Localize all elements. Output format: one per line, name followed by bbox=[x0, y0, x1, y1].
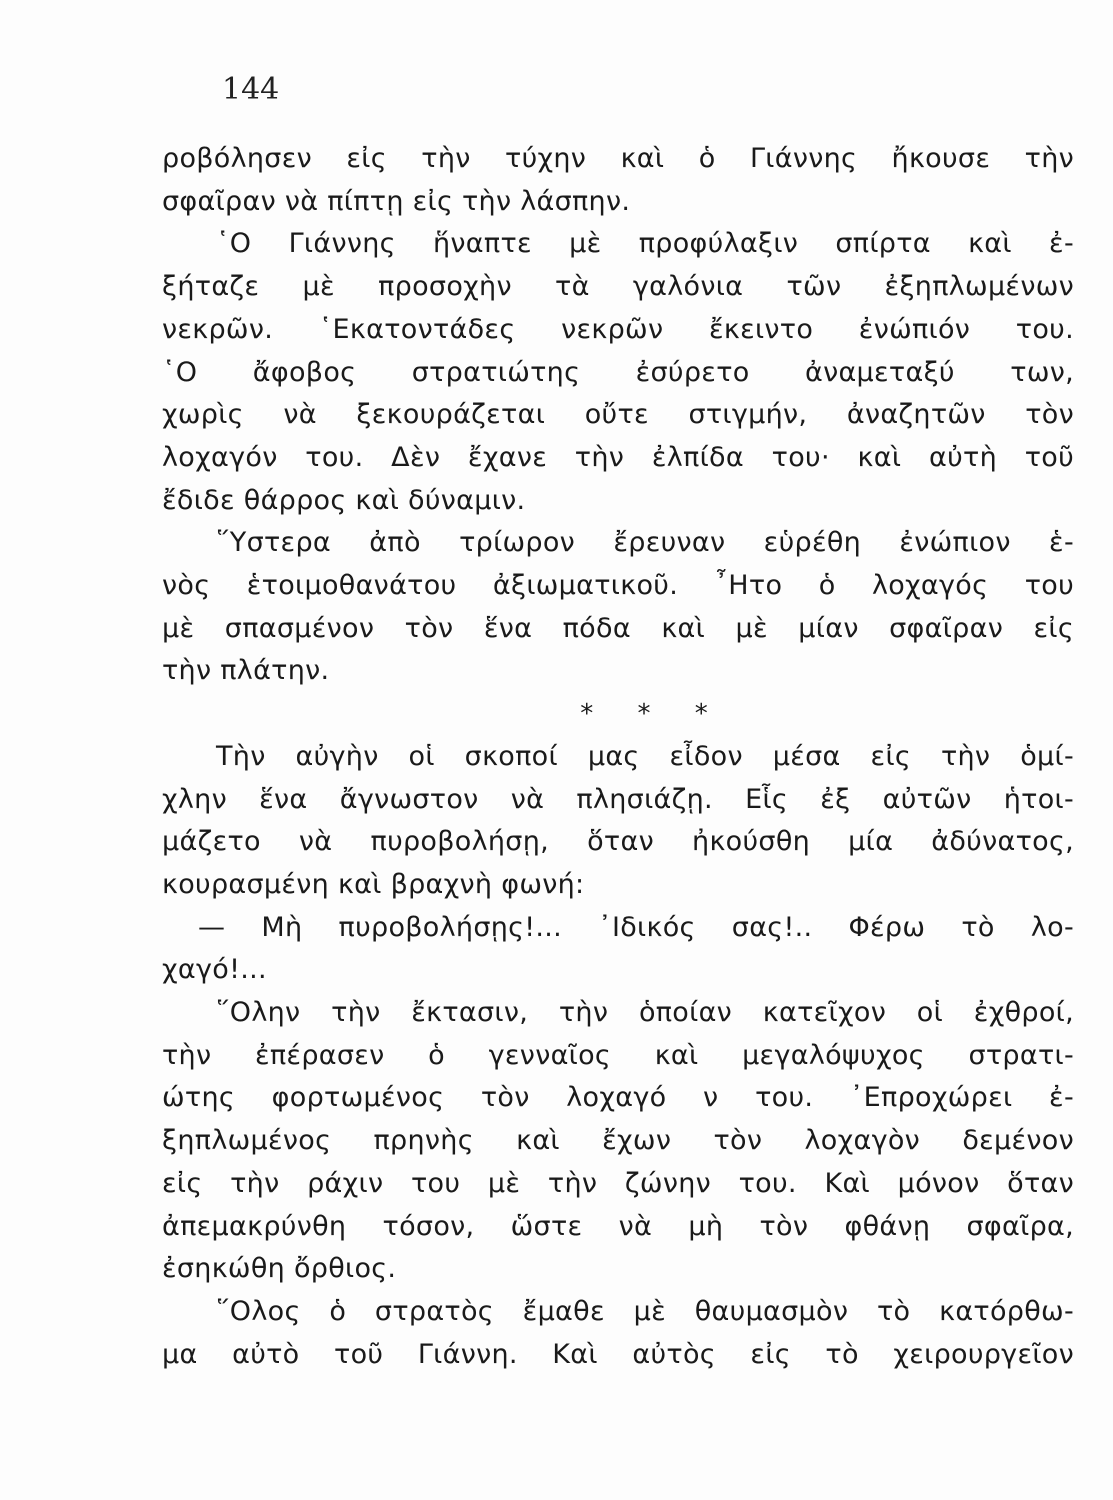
text-line: χλην ἕνα ἄγνωστον νὰ πλησιάζῃ. Εἷς ἐξ αὐτῶν ἡτοι- bbox=[162, 783, 1074, 815]
text-line: ἔδιδε θάρρος καὶ δύναμιν. bbox=[162, 484, 526, 516]
text-line: χαγό!... bbox=[162, 954, 267, 986]
text-line: ῾Ο Γιάννης ἥναπτε μὲ προφύλαξιν σπίρτα καὶ ἐ- bbox=[216, 228, 1074, 260]
text-line: ῞Ολος ὁ στρατὸς ἔμαθε μὲ θαυμασμὸν τὸ κατόρθω- bbox=[216, 1295, 1074, 1327]
text-line: τὴν πλάτην. bbox=[162, 655, 330, 687]
text-line: μάζετο νὰ πυροβολήσῃ, ὅταν ἠκούσθη μία ἀδύνατος, bbox=[162, 826, 1074, 858]
body-text bbox=[162, 138, 1074, 1376]
text-line: ῞Υστερα ἀπὸ τρίωρον ἔρευναν εὑρέθη ἐνώπιον ἑ- bbox=[216, 527, 1074, 559]
text-line: λοχαγόν του. Δὲν ἔχανε τὴν ἐλπίδα του· καὶ αὐτὴ τοῦ bbox=[162, 441, 1074, 473]
text-line: χωρὶς νὰ ξεκουράζεται οὔτε στιγμήν, ἀναζητῶν τὸν bbox=[162, 399, 1074, 431]
text-line: κουρασμένη καὶ βραχνὴ φωνή: bbox=[162, 868, 585, 900]
text-line: ροβόλησεν εἰς τὴν τύχην καὶ ὁ Γιάννης ἤκουσε τὴν bbox=[162, 143, 1074, 174]
text-line: ξήταζε μὲ προσοχὴν τὰ γαλόνια τῶν ἐξηπλωμένων bbox=[162, 271, 1074, 303]
page-number: 144 bbox=[222, 72, 280, 107]
text-line: ώτης φορτωμένος τὸν λοχαγό ν του. ᾿Επροχώρει ἐ- bbox=[162, 1082, 1074, 1114]
section-separator: * * * bbox=[580, 699, 726, 730]
text-line: ξηπλωμένος πρηνὴς καὶ ἔχων τὸν λοχαγὸν δεμένον bbox=[162, 1125, 1074, 1157]
text-line: ἐσηκώθη ὄρθιος. bbox=[162, 1253, 397, 1285]
text-line: μὲ σπασμένον τὸν ἕνα πόδα καὶ μὲ μίαν σφαῖραν εἰς bbox=[162, 612, 1074, 644]
text-line: ῾Ο ἄφοβος στρατιώτης ἐσύρετο ἀναμεταξύ των, bbox=[162, 356, 1074, 388]
text-line: νὸς ἑτοιμοθανάτου ἀξιωματικοῦ. ῏Ητο ὁ λοχαγός του bbox=[162, 570, 1074, 602]
text-line: σφαῖραν νὰ πίπτῃ εἰς τὴν λάσπην. bbox=[162, 185, 631, 217]
text-line: τὴν ἐπέρασεν ὁ γενναῖος καὶ μεγαλόψυχος στρατι- bbox=[162, 1039, 1074, 1071]
text-line: — Μὴ πυροβολήσῃς!... ᾿Ιδικός σας!.. Φέρω τὸ λο- bbox=[198, 911, 1074, 943]
text-line: ῞Ολην τὴν ἔκτασιν, τὴν ὁποίαν κατεῖχον οἱ ἐχθροί, bbox=[216, 997, 1074, 1029]
text-line: μα αὐτὸ τοῦ Γιάννη. Καὶ αὐτὸς εἰς τὸ χειρουργεῖον bbox=[162, 1338, 1074, 1370]
text-line: νεκρῶν. ῾Εκατοντάδες νεκρῶν ἔκειντο ἐνώπιόν του. bbox=[162, 313, 1074, 345]
text-line: εἰς τὴν ράχιν του μὲ τὴν ζώνην του. Καὶ μόνον ὅταν bbox=[162, 1167, 1074, 1199]
text-line: ἀπεμακρύνθη τόσον, ὥστε νὰ μὴ τὸν φθάνῃ σφαῖρα, bbox=[162, 1210, 1074, 1242]
text-line: Τὴν αὐγὴν οἱ σκοποί μας εἶδον μέσα εἰς τὴν ὁμί- bbox=[216, 740, 1074, 772]
